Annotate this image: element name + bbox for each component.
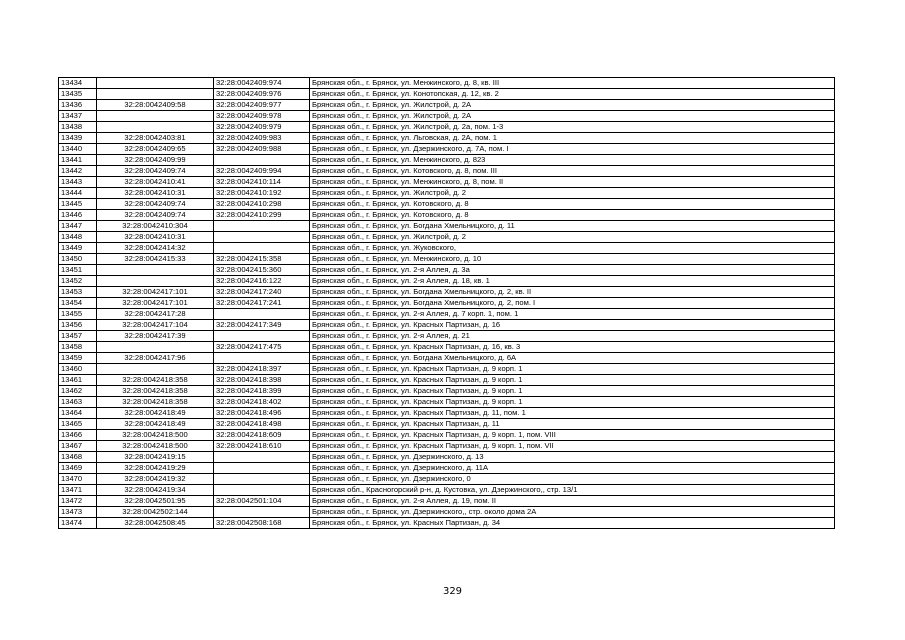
row-number-cell: 13470 [59,474,97,485]
address-cell: Брянская обл., г. Брянск, ул. Дзержинского, д. 11А [310,463,835,474]
table-row [59,89,835,100]
row-number-cell: 13468 [59,452,97,463]
cadastral-number-cell: 32:28:0042410:192 [214,188,310,199]
row-number-cell: 13444 [59,188,97,199]
address-cell: Брянская обл., г. Брянск, ул. Богдана Хмельницкого, д. 6А [310,353,835,364]
address-cell: Брянская обл., г. Брянск, ул. Котовского, д. 8, пом. III [310,166,835,177]
address-cell: Брянская обл., г. Брянск, ул. 2-я Аллея, д. 19, пом. II [310,496,835,507]
row-number-cell: 13459 [59,353,97,364]
table-row [59,122,835,133]
registry-table-body [59,78,835,529]
address-cell: Брянская обл., г. Брянск, ул. Дзержинского,, стр. около дома 2А [310,507,835,518]
row-number-cell: 13436 [59,100,97,111]
row-number-cell: 13463 [59,397,97,408]
table-row [59,287,835,298]
cadastral-number-cell: 32:28:0042415:358 [214,254,310,265]
row-number-cell: 13438 [59,122,97,133]
cadastral-number-cell [214,353,310,364]
table-row [59,408,835,419]
parent-cadastral-number-cell: 32:28:0042415:33 [97,254,214,265]
table-row [59,397,835,408]
row-number-cell: 13434 [59,78,97,89]
address-cell: Брянская обл., г. Брянск, ул. Красных Партизан, д. 9 корп. 1 [310,386,835,397]
table-row [59,419,835,430]
table-row [59,331,835,342]
table-row [59,111,835,122]
parent-cadastral-number-cell [97,89,214,100]
address-cell: Брянская обл., г. Брянск, ул. Красных Партизан, д. 9 корп. 1, пом. VII [310,441,835,452]
address-cell: Брянская обл., г. Брянск, ул. Богдана Хмельницкого, д. 2, кв. II [310,287,835,298]
row-number-cell: 13451 [59,265,97,276]
row-number-cell: 13458 [59,342,97,353]
row-number-cell: 13466 [59,430,97,441]
row-number-cell: 13471 [59,485,97,496]
table-row [59,430,835,441]
cadastral-number-cell: 32:28:0042417:240 [214,287,310,298]
row-number-cell: 13460 [59,364,97,375]
table-row [59,386,835,397]
row-number-cell: 13443 [59,177,97,188]
table-row [59,474,835,485]
table-row [59,210,835,221]
address-cell: Брянская обл., г. Брянск, ул. Менжинского, д. 10 [310,254,835,265]
address-cell: Брянская обл., г. Брянск, ул. Менжинского, д. 8, кв. III [310,78,835,89]
address-cell: Брянская обл., г. Брянск, ул. Котовского, д. 8 [310,210,835,221]
row-number-cell: 13464 [59,408,97,419]
address-cell: Брянская обл., г. Брянск, ул. Дзержинского, 0 [310,474,835,485]
row-number-cell: 13455 [59,309,97,320]
parent-cadastral-number-cell: 32:28:0042410:31 [97,232,214,243]
row-number-cell: 13474 [59,518,97,529]
parent-cadastral-number-cell: 32:28:0042508:45 [97,518,214,529]
row-number-cell: 13457 [59,331,97,342]
table-row [59,133,835,144]
row-number-cell: 13441 [59,155,97,166]
parent-cadastral-number-cell: 32:28:0042410:41 [97,177,214,188]
address-cell: Брянская обл., г. Брянск, ул. Жилстрой, д. 2А [310,111,835,122]
table-row [59,144,835,155]
parent-cadastral-number-cell: 32:28:0042410:304 [97,221,214,232]
address-cell: Брянская обл., г. Брянск, ул. Жилстрой, д. 2 [310,232,835,243]
table-row [59,364,835,375]
parent-cadastral-number-cell: 32:28:0042417:104 [97,320,214,331]
registry-table [58,77,835,529]
parent-cadastral-number-cell: 32:28:0042418:358 [97,375,214,386]
table-row [59,100,835,111]
row-number-cell: 13452 [59,276,97,287]
parent-cadastral-number-cell: 32:28:0042418:358 [97,397,214,408]
address-cell: Брянская обл., г. Брянск, ул. Дзержинского, д. 7А, пом. I [310,144,835,155]
cadastral-number-cell [214,232,310,243]
cadastral-number-cell: 32:28:0042418:402 [214,397,310,408]
address-cell: Брянская обл., г. Брянск, ул. Красных Партизан, д. 9 корп. 1 [310,364,835,375]
address-cell: Брянская обл., г. Брянск, ул. Менжинского, д. 8, пом. II [310,177,835,188]
cadastral-number-cell: 32:28:0042418:609 [214,430,310,441]
row-number-cell: 13473 [59,507,97,518]
cadastral-number-cell [214,309,310,320]
parent-cadastral-number-cell [97,342,214,353]
parent-cadastral-number-cell: 32:28:0042418:358 [97,386,214,397]
table-row [59,485,835,496]
cadastral-number-cell: 32:28:0042416:122 [214,276,310,287]
row-number-cell: 13472 [59,496,97,507]
parent-cadastral-number-cell: 32:28:0042409:74 [97,210,214,221]
cadastral-number-cell [214,155,310,166]
row-number-cell: 13435 [59,89,97,100]
parent-cadastral-number-cell [97,276,214,287]
cadastral-number-cell: 32:28:0042409:977 [214,100,310,111]
cadastral-number-cell: 32:28:0042415:360 [214,265,310,276]
table-row [59,309,835,320]
row-number-cell: 13454 [59,298,97,309]
cadastral-number-cell: 32:28:0042409:988 [214,144,310,155]
cadastral-number-cell [214,485,310,496]
row-number-cell: 13440 [59,144,97,155]
parent-cadastral-number-cell: 32:28:0042419:15 [97,452,214,463]
parent-cadastral-number-cell: 32:28:0042409:65 [97,144,214,155]
cadastral-number-cell: 32:28:0042418:498 [214,419,310,430]
cadastral-number-cell: 32:28:0042417:349 [214,320,310,331]
address-cell: Брянская обл., г. Брянск, ул. Красных Партизан, д. 9 корп. 1 [310,397,835,408]
table-row [59,254,835,265]
table-row [59,463,835,474]
cadastral-number-cell: 32:28:0042418:610 [214,441,310,452]
table-row [59,265,835,276]
address-cell: Брянская обл., г. Брянск, ул. Жилстрой, д. 2а, пом. 1-3 [310,122,835,133]
address-cell: Брянская обл., г. Брянск, ул. Красных Партизан, д. 9 корп. 1 [310,375,835,386]
address-cell: Брянская обл., г. Брянск, ул. Красных Партизан, д. 16 [310,320,835,331]
table-row [59,155,835,166]
address-cell: Брянская обл., г. Брянск, ул. Красных Партизан, д. 9 корп. 1, пом. VIII [310,430,835,441]
row-number-cell: 13445 [59,199,97,210]
parent-cadastral-number-cell: 32:28:0042417:28 [97,309,214,320]
parent-cadastral-number-cell [97,111,214,122]
address-cell: Брянская обл., Красногорский р-н, д. Кустовка, ул. Дзержинского,, стр. 13/1 [310,485,835,496]
row-number-cell: 13456 [59,320,97,331]
table-row [59,320,835,331]
cadastral-number-cell: 32:28:0042410:299 [214,210,310,221]
parent-cadastral-number-cell: 32:28:0042409:58 [97,100,214,111]
cadastral-number-cell: 32:28:0042409:974 [214,78,310,89]
cadastral-number-cell: 32:28:0042418:399 [214,386,310,397]
table-row [59,78,835,89]
address-cell: Брянская обл., г. Брянск, ул. 2-я Аллея, д. 7 корп. 1, пом. 1 [310,309,835,320]
table-row [59,221,835,232]
parent-cadastral-number-cell: 32:28:0042414:32 [97,243,214,254]
cadastral-number-cell [214,331,310,342]
cadastral-number-cell: 32:28:0042501:104 [214,496,310,507]
cadastral-number-cell: 32:28:0042409:976 [214,89,310,100]
parent-cadastral-number-cell: 32:28:0042418:500 [97,441,214,452]
row-number-cell: 13467 [59,441,97,452]
parent-cadastral-number-cell: 32:28:0042417:101 [97,287,214,298]
parent-cadastral-number-cell: 32:28:0042409:74 [97,166,214,177]
table-row [59,452,835,463]
parent-cadastral-number-cell: 32:28:0042419:32 [97,474,214,485]
address-cell: Брянская обл., г. Брянск, ул. 2-я Аллея, д. 3а [310,265,835,276]
row-number-cell: 13465 [59,419,97,430]
parent-cadastral-number-cell [97,122,214,133]
address-cell: Брянская обл., г. Брянск, ул. Красных Партизан, д. 16, кв. 3 [310,342,835,353]
address-cell: Брянская обл., г. Брянск, ул. Менжинского, д. 823 [310,155,835,166]
parent-cadastral-number-cell [97,364,214,375]
cadastral-number-cell: 32:28:0042417:475 [214,342,310,353]
parent-cadastral-number-cell [97,78,214,89]
cadastral-number-cell [214,221,310,232]
table-row [59,375,835,386]
table-row [59,199,835,210]
address-cell: Брянская обл., г. Брянск, ул. Жилстрой, д. 2А [310,100,835,111]
cadastral-number-cell: 32:28:0042409:983 [214,133,310,144]
row-number-cell: 13446 [59,210,97,221]
parent-cadastral-number-cell: 32:28:0042502:144 [97,507,214,518]
parent-cadastral-number-cell: 32:28:0042403:81 [97,133,214,144]
address-cell: Брянская обл., г. Брянск, ул. Конотопская, д. 12, кв. 2 [310,89,835,100]
parent-cadastral-number-cell: 32:28:0042419:34 [97,485,214,496]
table-row [59,276,835,287]
cadastral-number-cell: 32:28:0042409:978 [214,111,310,122]
cadastral-number-cell: 32:28:0042410:114 [214,177,310,188]
row-number-cell: 13461 [59,375,97,386]
row-number-cell: 13437 [59,111,97,122]
table-row [59,243,835,254]
address-cell: Брянская обл., г. Брянск, ул. Богдана Хмельницкого, д. 11 [310,221,835,232]
table-row [59,298,835,309]
cadastral-number-cell: 32:28:0042410:298 [214,199,310,210]
row-number-cell: 13449 [59,243,97,254]
parent-cadastral-number-cell: 32:28:0042501:95 [97,496,214,507]
cadastral-number-cell [214,463,310,474]
page-number: 329 [442,586,463,597]
address-cell: Брянская обл., г. Брянск, ул. Жуковского, [310,243,835,254]
cadastral-number-cell: 32:28:0042417:241 [214,298,310,309]
parent-cadastral-number-cell: 32:28:0042418:49 [97,419,214,430]
table-row [59,518,835,529]
parent-cadastral-number-cell: 32:28:0042410:31 [97,188,214,199]
table-row [59,496,835,507]
table-row [59,188,835,199]
address-cell: Брянская обл., г. Брянск, ул. Котовского, д. 8 [310,199,835,210]
parent-cadastral-number-cell: 32:28:0042417:96 [97,353,214,364]
row-number-cell: 13453 [59,287,97,298]
row-number-cell: 13439 [59,133,97,144]
cadastral-number-cell: 32:28:0042418:496 [214,408,310,419]
parent-cadastral-number-cell: 32:28:0042409:74 [97,199,214,210]
cadastral-number-cell: 32:28:0042418:397 [214,364,310,375]
cadastral-number-cell [214,243,310,254]
row-number-cell: 13447 [59,221,97,232]
address-cell: Брянская обл., г. Брянск, ул. Красных Партизан, д. 11, пом. 1 [310,408,835,419]
row-number-cell: 13450 [59,254,97,265]
cadastral-number-cell: 32:28:0042409:994 [214,166,310,177]
address-cell: Брянская обл., г. Брянск, ул. Красных Партизан, д. 11 [310,419,835,430]
parent-cadastral-number-cell: 32:28:0042417:39 [97,331,214,342]
cadastral-number-cell: 32:28:0042409:979 [214,122,310,133]
address-cell: Брянская обл., г. Брянск, ул. Дзержинского, д. 13 [310,452,835,463]
row-number-cell: 13462 [59,386,97,397]
parent-cadastral-number-cell: 32:28:0042418:500 [97,430,214,441]
cadastral-number-cell [214,507,310,518]
table-row [59,441,835,452]
parent-cadastral-number-cell [97,265,214,276]
row-number-cell: 13442 [59,166,97,177]
cadastral-number-cell [214,452,310,463]
address-cell: Брянская обл., г. Брянск, ул. 2-я Аллея, д. 21 [310,331,835,342]
table-row [59,166,835,177]
table-row [59,353,835,364]
address-cell: Брянская обл., г. Брянск, ул. 2-я Аллея, д. 18, кв. 1 [310,276,835,287]
parent-cadastral-number-cell: 32:28:0042417:101 [97,298,214,309]
address-cell: Брянская обл., г. Брянск, ул. Жилстрой, д. 2 [310,188,835,199]
address-cell: Брянская обл., г. Брянск, ул. Красных Партизан, д. 34 [310,518,835,529]
cadastral-number-cell: 32:28:0042418:398 [214,375,310,386]
cadastral-number-cell [214,474,310,485]
parent-cadastral-number-cell: 32:28:0042419:29 [97,463,214,474]
cadastral-number-cell: 32:28:0042508:168 [214,518,310,529]
row-number-cell: 13469 [59,463,97,474]
table-row [59,177,835,188]
table-row [59,342,835,353]
parent-cadastral-number-cell: 32:28:0042409:99 [97,155,214,166]
address-cell: Брянская обл., г. Брянск, ул. Льговская, д. 2А, пом. 1 [310,133,835,144]
table-row [59,232,835,243]
row-number-cell: 13448 [59,232,97,243]
table-row [59,507,835,518]
address-cell: Брянская обл., г. Брянск, ул. Богдана Хмельницкого, д. 2, пом. I [310,298,835,309]
parent-cadastral-number-cell: 32:28:0042418:49 [97,408,214,419]
